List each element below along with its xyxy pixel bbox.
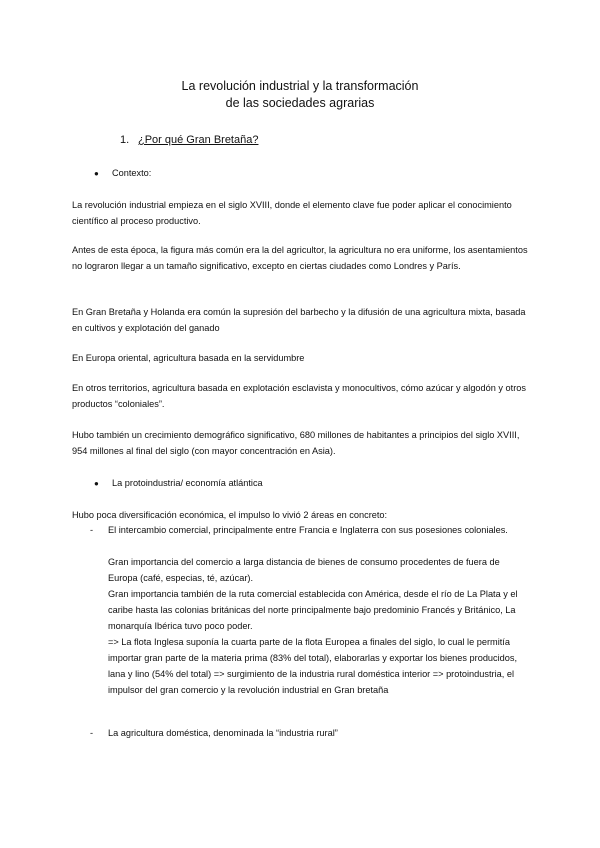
list-item: La agricultura doméstica, denominada la “industria rural” (108, 728, 338, 738)
bullet-icon: ● (94, 169, 99, 178)
bullet-label: La protoindustria/ economía atlántica (112, 478, 263, 488)
list-item: El intercambio comercial, principalmente entre Francia e Inglaterra con sus posesiones coloniales. (108, 525, 508, 535)
bullet-context (94, 167, 151, 180)
list-item-continuation: => La flota Inglesa suponía la cuarta parte de la flota Europea a finales del siglo, lo cual le permitía importar gran parte de la materia prima (83% del total), elaborarlas y exportar los bienes producidos, lana y lino (54% del total) => surgimiento de la industria rural doméstica interior => protoindustria, el impulsor del gran comercio y la revolución industrial en Gran bretaña (108, 637, 518, 695)
paragraph: Hubo poca diversificación económica, el impulso lo vivió 2 áreas en concreto: (72, 510, 388, 520)
list-dash: - (90, 728, 94, 738)
paragraph: En otros territorios, agricultura basada en explotación esclavista y monocultivos, cómo azúcar y algodón y otros productos “coloniales”. (72, 383, 526, 409)
document-title-line-2: de las sociedades agrarias (225, 96, 375, 110)
list-item-continuation: Gran importancia del comercio a larga distancia de bienes de consumo procedentes de fuera de Europa (café, especias, té, azúcar). (108, 557, 500, 583)
paragraph: Hubo también un crecimiento demográfico significativo, 680 millones de habitantes a principios del siglo XVIII, 954 millones al final del siglo (con mayor concentración en Asia). (72, 430, 520, 456)
list-item-continuation: Gran importancia también de la ruta comercial establecida con América, desde el río de La Plata y el caribe hasta las colonias británicas del norte principalmente bajo predominio Francés y Británico, La monarquía Ibérica tuvo poco poder. (108, 589, 518, 631)
document-title-line-1: La revolución industrial y la transformación (181, 79, 419, 93)
paragraph: En Europa oriental, agricultura basada en la servidumbre (72, 353, 305, 363)
paragraph: Antes de esta época, la figura más común era la del agricultor, la agricultura no era uniforme, los asentamientos no lograron llegar a un tamaño significativo, excepto en ciertas ciudades como Londres y París. (72, 245, 528, 271)
section-heading (120, 133, 258, 147)
section-heading-text: ¿Por qué Gran Bretaña? (138, 134, 259, 146)
paragraph: La revolución industrial empieza en el siglo XVIII, donde el elemento clave fue poder aplicar el conocimiento científico al proceso productivo. (72, 200, 512, 226)
bullet-label: Contexto: (112, 168, 152, 178)
list-dash: - (90, 525, 94, 535)
paragraph: En Gran Bretaña y Holanda era común la supresión del barbecho y la difusión de una agricultura mixta, basada en cultivos y explotación del ganado (72, 307, 526, 333)
bullet-icon: ● (94, 479, 99, 488)
section-number: 1. (120, 134, 130, 146)
bullet-protoindustria (94, 477, 263, 490)
